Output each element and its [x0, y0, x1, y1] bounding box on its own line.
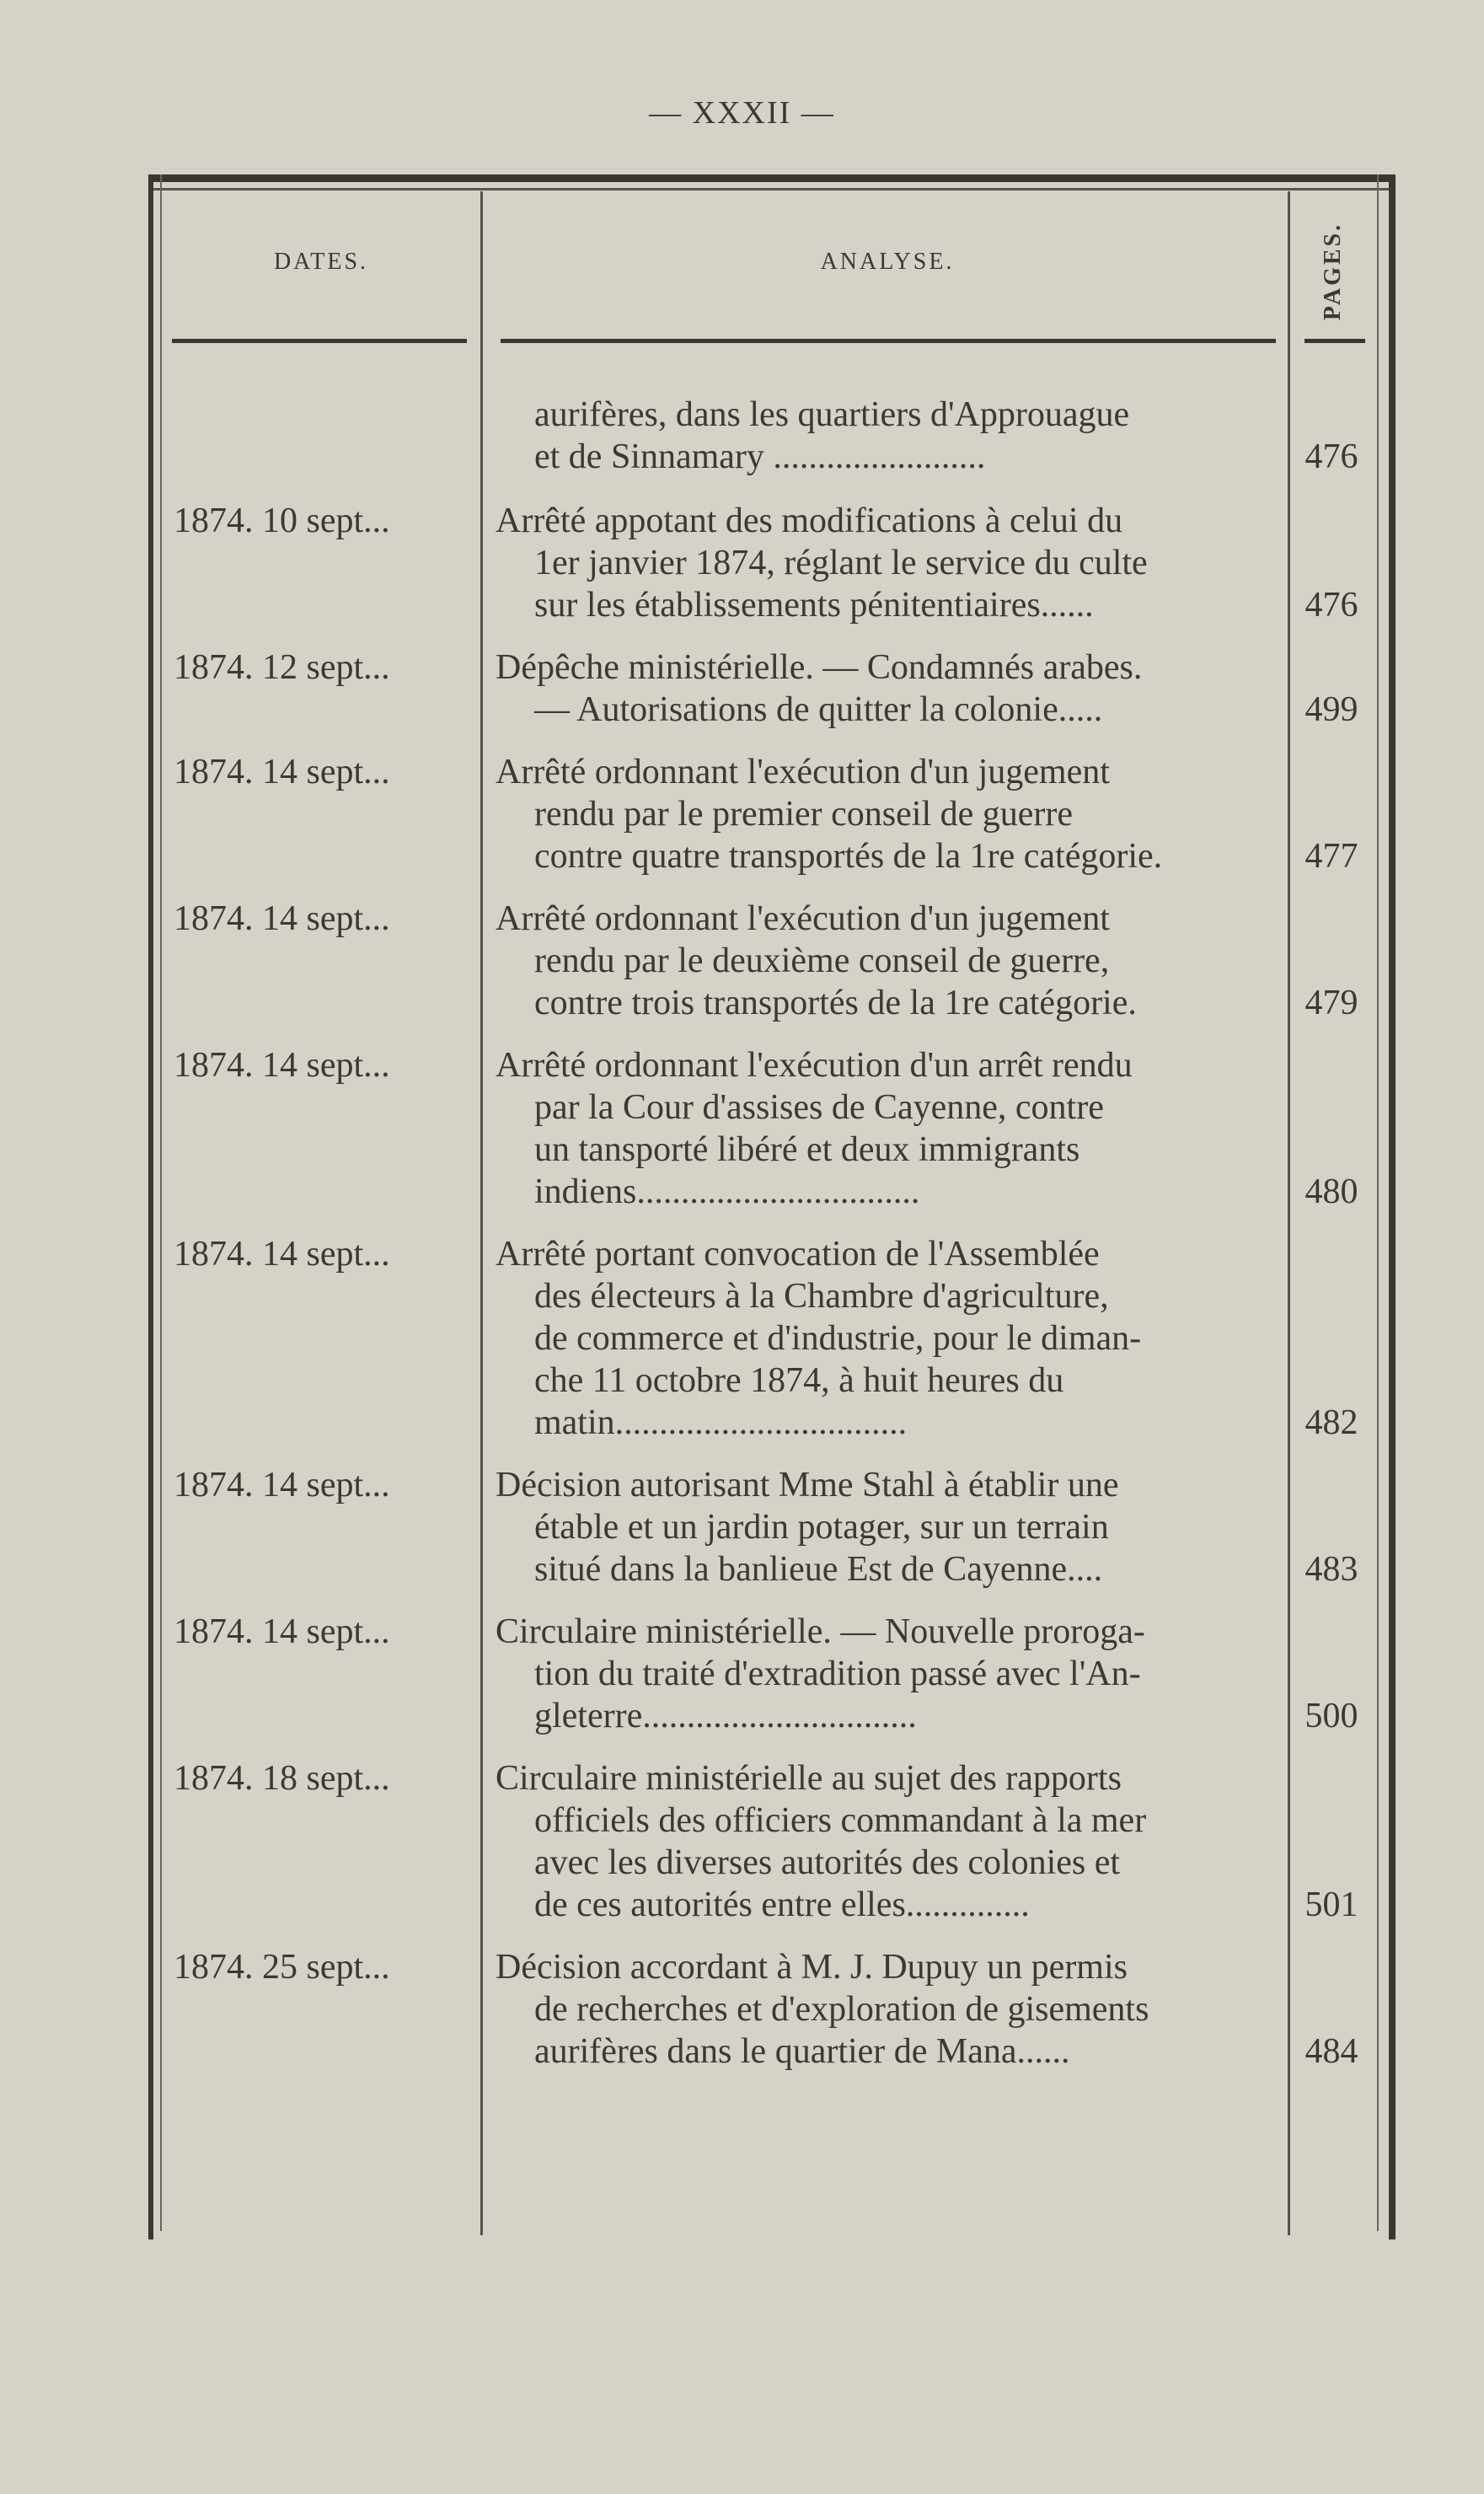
entry-page-number: 476	[1305, 437, 1358, 476]
header-underline-analyse	[501, 339, 1276, 343]
table-row	[148, 1044, 1396, 1213]
table-row	[148, 1611, 1396, 1737]
analysis-line: rendu par le deuxième conseil de guerre,	[534, 941, 1110, 980]
analysis-line: Arrêté ordonnant l'exécution d'un jugement	[496, 753, 1110, 791]
analysis-line: Arrêté ordonnant l'exécution d'un arrêt rendu	[496, 1046, 1133, 1085]
analysis-line: de ces autorités entre elles..............	[534, 1885, 1030, 1924]
entry-analysis	[496, 1611, 1288, 1737]
entry-date: 1874. 14 sept...	[174, 1466, 390, 1504]
table-row	[148, 751, 1396, 877]
analysis-line: avec les diverses autorités des colonies et	[534, 1843, 1121, 1882]
analysis-line: situé dans la banlieue Est de Cayenne....	[534, 1550, 1103, 1589]
analysis-line: officiels des officiers commandant à la mer	[534, 1801, 1147, 1840]
entry-date: 1874. 10 sept...	[174, 501, 390, 540]
entry-date: 1874. 14 sept...	[174, 753, 390, 791]
top-thin-rule	[148, 188, 1396, 190]
table-row	[148, 646, 1396, 731]
analysis-line: 1er janvier 1874, réglant le service du culte	[534, 544, 1148, 582]
table-row	[148, 394, 1396, 478]
analysis-line: indiens................................	[534, 1172, 920, 1211]
analysis-line: sur les établissements pénitentiaires......	[534, 586, 1094, 625]
header-underline-dates	[172, 339, 467, 343]
entry-page-number: 500	[1305, 1697, 1358, 1735]
analysis-line: un tansporté libéré et deux immigrants	[534, 1130, 1080, 1169]
analysis-line: Arrêté appotant des modifications à celui du	[496, 501, 1123, 540]
analysis-line: contre quatre transportés de la 1re catégorie.	[534, 837, 1163, 876]
table-row	[148, 1946, 1396, 2073]
entry-analysis	[496, 1464, 1288, 1590]
analysis-line: Arrêté portant convocation de l'Assemblée	[496, 1235, 1100, 1274]
entry-analysis	[496, 1233, 1288, 1444]
entry-analysis	[496, 394, 1288, 478]
entry-date: 1874. 14 sept...	[174, 1235, 390, 1274]
entry-analysis	[496, 1757, 1288, 1926]
column-header-pages: PAGES.	[1320, 222, 1346, 321]
analysis-line: Arrêté ordonnant l'exécution d'un jugement	[496, 899, 1110, 938]
entry-page-number: 499	[1305, 690, 1358, 729]
table-row	[148, 500, 1396, 626]
page-number-header: — XXXII —	[649, 95, 835, 131]
analysis-line: che 11 octobre 1874, à huit heures du	[534, 1361, 1064, 1400]
entry-analysis	[496, 1044, 1288, 1213]
analysis-line: étable et un jardin potager, sur un terrain	[534, 1508, 1109, 1547]
entry-date: 1874. 14 sept...	[174, 1046, 390, 1085]
analysis-line: aurifères dans le quartier de Mana......	[534, 2032, 1070, 2071]
table-body	[148, 394, 1396, 2093]
analysis-line: gleterre...............................	[534, 1697, 917, 1735]
header-underline-pages	[1305, 339, 1365, 343]
table-row	[148, 1757, 1396, 1926]
column-header-analyse: ANALYSE.	[820, 249, 955, 275]
entry-analysis	[496, 751, 1288, 877]
entry-date: 1874. 18 sept...	[174, 1759, 390, 1798]
entry-page-number: 476	[1305, 586, 1358, 625]
analysis-line: Circulaire ministérielle. — Nouvelle proroga-	[496, 1612, 1145, 1651]
index-table	[148, 174, 1396, 2239]
entry-date: 1874. 12 sept...	[174, 648, 390, 687]
analysis-line: Dépêche ministérielle. — Condamnés arabes.	[496, 648, 1143, 687]
entry-page-number: 482	[1305, 1403, 1358, 1442]
column-header-dates: DATES.	[273, 249, 369, 275]
analysis-line: contre trois transportés de la 1re catégorie.	[534, 984, 1137, 1022]
analysis-line: Circulaire ministérielle au sujet des rapports	[496, 1759, 1122, 1798]
analysis-line: matin.................................	[534, 1403, 908, 1442]
analysis-line: — Autorisations de quitter la colonie.....	[534, 690, 1103, 729]
entry-page-number: 483	[1305, 1550, 1358, 1589]
analysis-line: aurifères, dans les quartiers d'Approuague	[534, 395, 1130, 434]
table-row	[148, 1233, 1396, 1444]
entry-page-number: 484	[1305, 2032, 1358, 2071]
analysis-line: de commerce et d'industrie, pour le diman-	[534, 1319, 1142, 1358]
analysis-line: rendu par le premier conseil de guerre	[534, 795, 1074, 834]
table-row	[148, 898, 1396, 1024]
analysis-line: des électeurs à la Chambre d'agriculture,	[534, 1277, 1109, 1316]
entry-date: 1874. 25 sept...	[174, 1948, 390, 1987]
analysis-line: Décision autorisant Mme Stahl à établir une	[496, 1466, 1119, 1504]
entry-analysis	[496, 898, 1288, 1024]
top-thick-rule	[148, 174, 1396, 182]
entry-date: 1874. 14 sept...	[174, 1612, 390, 1651]
entry-analysis	[496, 1946, 1288, 2073]
entry-page-number: 501	[1305, 1885, 1358, 1924]
analysis-line: de recherches et d'exploration de gisements	[534, 1990, 1149, 2029]
table-row	[148, 1464, 1396, 1590]
analysis-line: et de Sinnamary ........................	[534, 437, 986, 476]
entry-analysis	[496, 500, 1288, 626]
entry-page-number: 480	[1305, 1172, 1358, 1211]
entry-analysis	[496, 646, 1288, 731]
entry-page-number: 479	[1305, 984, 1358, 1022]
analysis-line: tion du traité d'extradition passé avec l'An-	[534, 1655, 1141, 1693]
entry-date: 1874. 14 sept...	[174, 899, 390, 938]
analysis-line: Décision accordant à M. J. Dupuy un permis	[496, 1948, 1128, 1987]
entry-page-number: 477	[1305, 837, 1358, 876]
analysis-line: par la Cour d'assises de Cayenne, contre	[534, 1088, 1104, 1127]
